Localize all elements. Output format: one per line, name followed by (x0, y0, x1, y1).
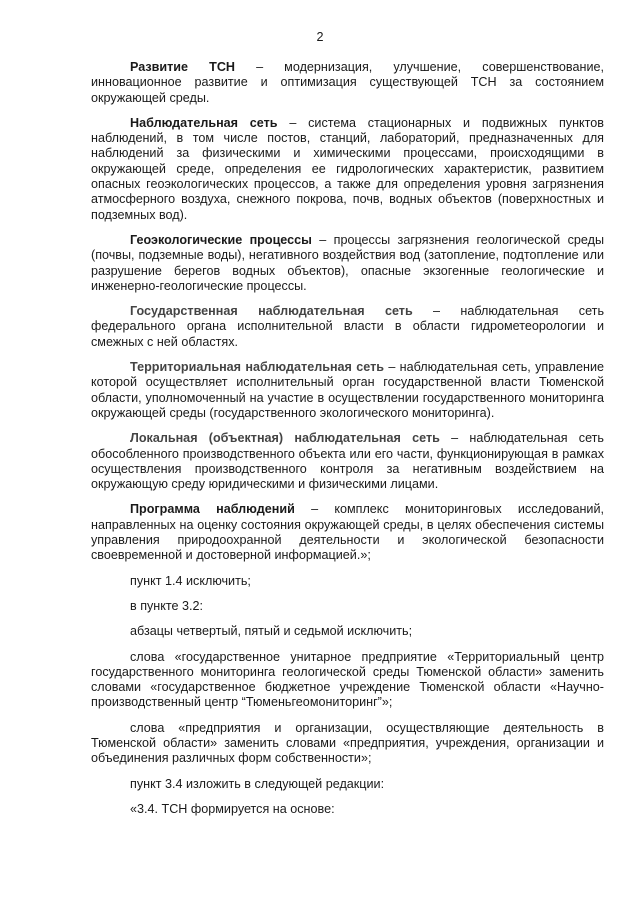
clause-3-4-start-text: «3.4. ТСН формируется на основе: (130, 801, 335, 816)
paragraph-geoecological-processes (91, 233, 604, 294)
paragraph-local-network (91, 431, 604, 492)
definition-observation-network: – система стационарных и подвижных пунктов наблюдений, в том числе постов, станций, лабораторий, предназначенных для наблюдений за физическими и химическими процессами, происходящими в окружающей среде, определения ее гидрологических характеристик, развитием опасных геоэкологических процессов, а также для определения уровня загрязнения атмосферного воздуха, снежного покрова, почв, водных объектов (поверхностных и подземных вод). (91, 115, 605, 222)
document-body (91, 60, 604, 827)
term-development: Развитие ТСН (130, 60, 236, 74)
definition-observation-program: – комплекс мониторинговых исследований, направленных на оценку состояния окружающей среды, в целях обеспечения системы управления природоохранной деятельности и экологической безопасности своевременной и достоверной информацией.»; (91, 502, 604, 563)
definition-territorial-network: – наблюдательная сеть, управление которой осуществляет исполнительный орган государственной власти Тюменской области, уполномоченный на участие в осуществлении государственного мониторинга окружающей среды (государственного экологического мониторинга). (91, 360, 604, 420)
definition-development: – модернизация, улучшение, совершенствование, инновационное развитие и оптимизация существующей ТСН за состоянием окружающей среды. (91, 60, 604, 105)
exclude-paragraphs-text: абзацы четвертый, пятый и седьмой исключить; (130, 624, 413, 639)
paragraph-territorial-network (91, 360, 604, 421)
paragraph-exclude-paragraphs (91, 624, 604, 639)
paragraph-state-network (91, 304, 604, 350)
replace-words-1-text: слова «государственное унитарное предприятие «Территориальный центр государственного мониторинга геологической среды Тюменской области» заменить словами «государственное бюджетное учреждение Тюменской области «Научно-производственный центр “Тюменьгеомониторинг”»; (91, 649, 604, 710)
definition-geoecological-processes: – процессы загрязнения геологической среды (почвы, подземные воды), негативного воздействия вод (затопление, подтопление или разрушение берегов водных объектов), опасные экзогенные геологические и инженерно-геологические процессы. (91, 232, 605, 293)
clause-3-2-text: в пункте 3.2: (130, 598, 204, 613)
definition-state-network: – наблюдательная сеть федерального органа исполнительной власти в области гидрометеорологии и смежных с ней областях. (91, 304, 605, 349)
paragraph-observation-network (91, 116, 604, 223)
term-state-network: Государственная наблюдательная сеть (130, 304, 413, 319)
replace-words-2-text: слова «предприятия и организации, осуществляющие деятельность в Тюменской области» заменить словами «предприятия, учреждения, организации и объединения различных форм собственности»; (91, 720, 604, 766)
term-observation-program: Программа наблюдений (130, 502, 295, 517)
term-territorial-network: Территориальная наблюдательная сеть (130, 360, 384, 375)
paragraph-clause-3-2 (91, 599, 604, 614)
paragraph-replace-words-2 (91, 721, 604, 767)
clause-3-4-text: пункт 3.4 изложить в следующей редакции: (130, 776, 385, 791)
paragraph-clause-3-4-start (91, 802, 604, 817)
paragraph-clause-1-4 (91, 574, 604, 589)
paragraph-development (91, 60, 604, 106)
term-observation-network: Наблюдательная сеть (130, 115, 278, 130)
paragraph-replace-words-1 (91, 650, 604, 711)
definition-local-network: – наблюдательная сеть обособленного производственного объекта или его части, функционирующая в рамках осуществления производственного контроля за негативным воздействием на окружающую среду юридическими и физическими лицами. (91, 431, 604, 492)
paragraph-clause-3-4 (91, 777, 604, 792)
term-local-network: Локальная (объектная) наблюдательная сеть (130, 431, 440, 446)
paragraph-observation-program (91, 502, 604, 563)
page-number: 2 (316, 30, 324, 44)
clause-1-4-text: пункт 1.4 исключить; (130, 573, 251, 588)
term-geoecological-processes: Геоэкологические процессы (130, 232, 312, 247)
